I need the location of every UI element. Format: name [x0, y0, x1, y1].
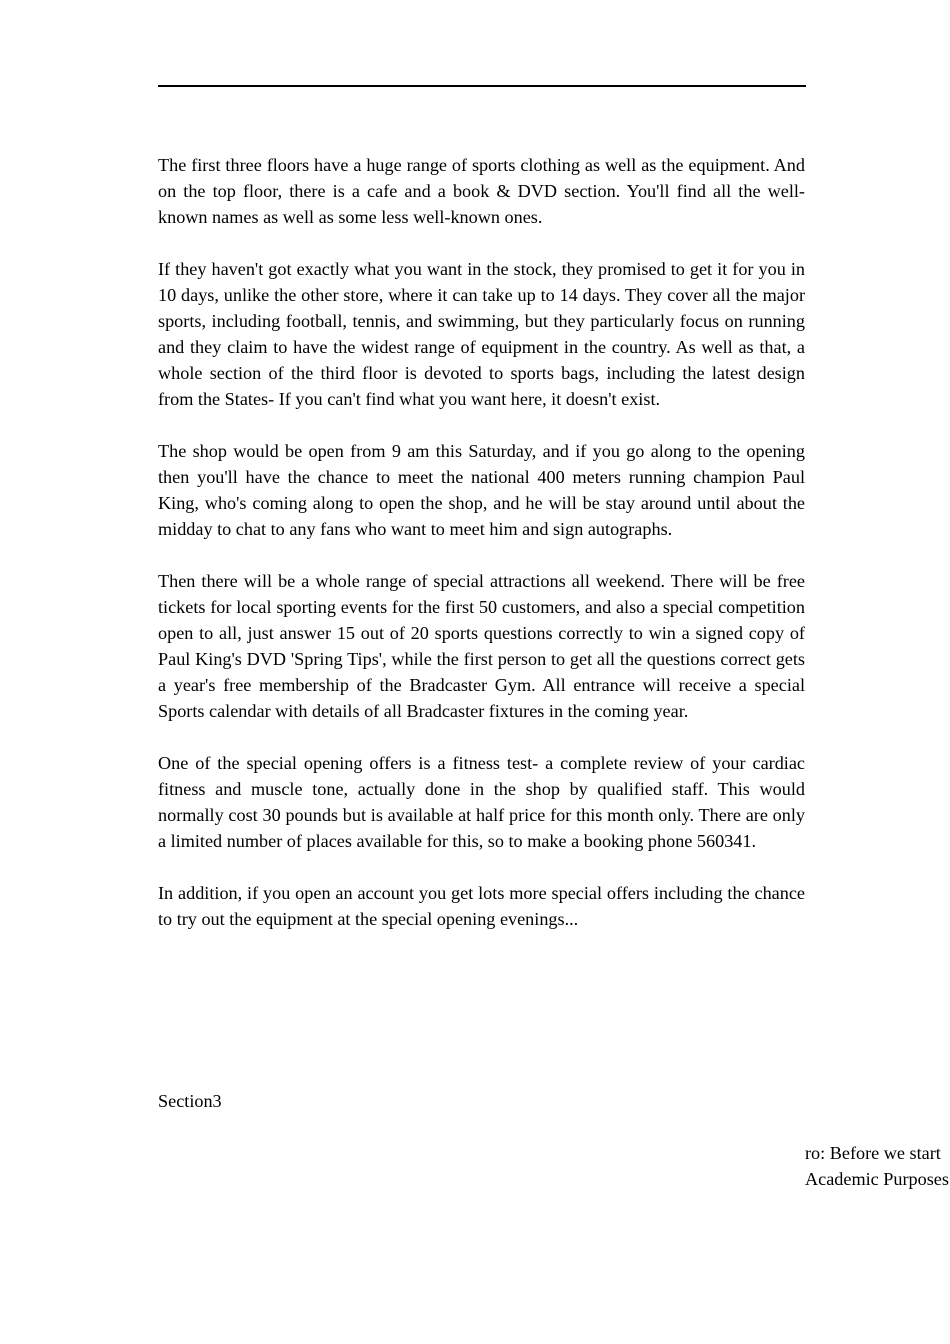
document-body [158, 152, 805, 958]
paragraph-stock: If they haven't got exactly what you want in the stock, they promised to get it for you in 10 days, unlike the other store, where it can take up to 14 days. They cover all the major sports, including football, tennis, and swimming, but they particularly focus on running and they claim to have the widest range of equipment in the country. As well as that, a whole section of the third floor is devoted to sports bags, including the latest design from the States- If you can't find what you want here, it doesn't exist. [158, 259, 805, 409]
section-heading: Section3 [158, 1091, 222, 1111]
paragraph-floors: The first three floors have a huge range of sports clothing as well as the equipment. And on the top floor, there is a cafe and a book & DVD section. You'll find all the well-known names as well as some less well-known ones. [158, 155, 805, 227]
paragraph-account: In addition, if you open an account you get lots more special offers including the chance to try out the equipment at the special opening evenings... [158, 883, 805, 929]
paragraph-fitness-test: One of the special opening offers is a fitness test- a complete review of your cardiac fitness and muscle tone, actually done in the shop by qualified staff. This would normally cost 30 pounds but is available at half price for this month only. There are only a limited number of places available for this, so to make a booking phone 560341. [158, 753, 805, 851]
paragraph-opening: The shop would be open from 9 am this Saturday, and if you go along to the opening then you'll have the chance to meet the national 400 meters running champion Paul King, who's coming along to open the shop, and he will be stay around until about the midday to chat to any fans who want to meet him and sign autographs. [158, 441, 805, 539]
clipped-line: Academic Purposes [805, 1169, 949, 1189]
top-divider-rule [158, 85, 806, 87]
clipped-line: ro: Before we start [805, 1143, 941, 1163]
clipped-right-text [805, 1140, 950, 1192]
paragraph-attractions: Then there will be a whole range of special attractions all weekend. There will be free tickets for local sporting events for the first 50 customers, and also a special competition open to all, just answer 15 out of 20 sports questions correctly to win a signed copy of Paul King's DVD 'Spring Tips', while the first person to get all the questions correct gets a year's free membership of the Bradcaster Gym. All entrance will receive a special Sports calendar with details of all Bradcaster fixtures in the coming year. [158, 571, 805, 721]
